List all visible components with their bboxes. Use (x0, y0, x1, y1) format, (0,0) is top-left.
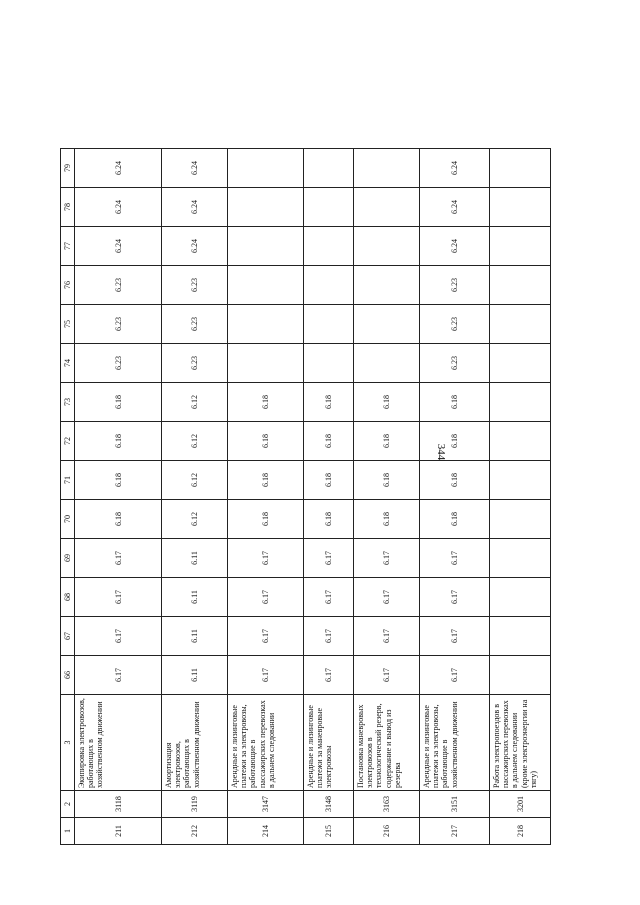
value-cell: 6.18 (228, 422, 304, 461)
value-cell: 6.18 (420, 461, 490, 500)
table-row (304, 149, 354, 845)
value-cell: 6.24 (420, 149, 490, 188)
description-cell: Арендные и лизинговые платежи за электровозы, работающие в пассажирских перевозках в дальнем следовании (228, 695, 304, 791)
table-row (228, 149, 304, 845)
value-cell: 6.18 (75, 383, 162, 422)
column-header: 1 (61, 818, 75, 845)
value-cell: 6.17 (420, 539, 490, 578)
value-cell: 6.12 (162, 500, 228, 539)
account-code-cell: 3151 (420, 791, 490, 818)
value-cell (354, 305, 420, 344)
value-cell: 6.12 (162, 461, 228, 500)
value-cell: 6.17 (228, 539, 304, 578)
value-cell: 6.18 (354, 461, 420, 500)
value-cell: 6.17 (75, 578, 162, 617)
value-cell: 6.17 (304, 578, 354, 617)
value-cell: 6.17 (420, 656, 490, 695)
value-cell (354, 266, 420, 305)
value-cell (304, 305, 354, 344)
value-cell: 6.18 (304, 383, 354, 422)
value-cell (228, 149, 304, 188)
column-header: 75 (61, 305, 75, 344)
value-cell (228, 227, 304, 266)
value-cell: 6.18 (420, 500, 490, 539)
value-cell: 6.17 (354, 539, 420, 578)
value-cell: 6.18 (354, 422, 420, 461)
description-cell: Работа электропоездов в пассажирских перевозках в дальнем следовании (кроме электроэнергии на тягу) (490, 695, 551, 791)
value-cell: 6.24 (162, 149, 228, 188)
description-cell: Амортизация электровозов, работающих в хозяйственном движении (162, 695, 228, 791)
value-cell (490, 383, 551, 422)
table-body (75, 149, 551, 845)
row-number-cell: 214 (228, 818, 304, 845)
table-row (162, 149, 228, 845)
value-cell (490, 617, 551, 656)
value-cell: 6.17 (420, 617, 490, 656)
value-cell: 6.18 (75, 422, 162, 461)
value-cell: 6.18 (228, 383, 304, 422)
column-header: 79 (61, 149, 75, 188)
value-cell: 6.23 (162, 266, 228, 305)
value-cell (354, 188, 420, 227)
column-header: 77 (61, 227, 75, 266)
value-cell: 6.17 (420, 578, 490, 617)
cost-table (60, 148, 551, 845)
value-cell (228, 344, 304, 383)
value-cell: 6.17 (304, 539, 354, 578)
value-cell: 6.11 (162, 539, 228, 578)
value-cell: 6.18 (354, 383, 420, 422)
value-cell: 6.24 (420, 227, 490, 266)
value-cell: 6.17 (228, 656, 304, 695)
value-cell: 6.17 (75, 617, 162, 656)
column-header: 70 (61, 500, 75, 539)
value-cell: 6.12 (162, 383, 228, 422)
value-cell: 6.11 (162, 617, 228, 656)
column-header: 72 (61, 422, 75, 461)
value-cell: 6.18 (228, 461, 304, 500)
value-cell: 6.17 (354, 578, 420, 617)
row-number-cell: 212 (162, 818, 228, 845)
column-header: 78 (61, 188, 75, 227)
value-cell: 6.24 (420, 188, 490, 227)
value-cell: 6.18 (420, 383, 490, 422)
description-cell: Постановка маневровых электровозов в технологический резерв, содержание и вывод из резерва (354, 695, 420, 791)
row-number-cell: 211 (75, 818, 162, 845)
column-header: 76 (61, 266, 75, 305)
value-cell (304, 149, 354, 188)
value-cell: 6.18 (304, 500, 354, 539)
value-cell (490, 422, 551, 461)
value-cell: 6.17 (75, 656, 162, 695)
value-cell: 6.24 (75, 188, 162, 227)
value-cell (304, 188, 354, 227)
value-cell (490, 344, 551, 383)
value-cell: 6.17 (304, 617, 354, 656)
value-cell (490, 227, 551, 266)
account-code-cell: 3147 (228, 791, 304, 818)
rotated-table-container (60, 161, 538, 845)
table-row (420, 149, 490, 845)
column-header: 69 (61, 539, 75, 578)
value-cell: 6.17 (75, 539, 162, 578)
value-cell (304, 266, 354, 305)
column-header: 74 (61, 344, 75, 383)
value-cell: 6.24 (162, 227, 228, 266)
value-cell: 6.23 (420, 305, 490, 344)
value-cell: 6.17 (304, 656, 354, 695)
value-cell: 6.17 (228, 578, 304, 617)
value-cell (490, 539, 551, 578)
table-row (354, 149, 420, 845)
column-header: 71 (61, 461, 75, 500)
value-cell: 6.18 (75, 500, 162, 539)
value-cell: 6.24 (162, 188, 228, 227)
value-cell: 6.18 (304, 461, 354, 500)
value-cell: 6.18 (420, 422, 490, 461)
value-cell (228, 305, 304, 344)
value-cell: 6.23 (75, 344, 162, 383)
column-header: 66 (61, 656, 75, 695)
value-cell: 6.23 (162, 305, 228, 344)
value-cell: 6.24 (75, 149, 162, 188)
value-cell (490, 266, 551, 305)
value-cell: 6.17 (354, 656, 420, 695)
account-code-cell: 3148 (304, 791, 354, 818)
row-number-cell: 216 (354, 818, 420, 845)
value-cell: 6.23 (162, 344, 228, 383)
account-code-cell: 3118 (75, 791, 162, 818)
account-code-cell: 3163 (354, 791, 420, 818)
value-cell (490, 188, 551, 227)
value-cell (490, 305, 551, 344)
value-cell (304, 344, 354, 383)
value-cell (490, 461, 551, 500)
value-cell: 6.23 (75, 266, 162, 305)
value-cell (490, 578, 551, 617)
value-cell: 6.18 (228, 500, 304, 539)
row-number-cell: 215 (304, 818, 354, 845)
value-cell (354, 344, 420, 383)
column-header: 3 (61, 695, 75, 791)
value-cell: 6.17 (228, 617, 304, 656)
description-cell: Арендные и лизинговые платежи за маневровые электровозы (304, 695, 354, 791)
page-number: 344 (435, 443, 447, 461)
value-cell (490, 149, 551, 188)
value-cell (354, 149, 420, 188)
value-cell: 6.23 (75, 305, 162, 344)
table-row (490, 149, 551, 845)
value-cell: 6.18 (354, 500, 420, 539)
value-cell: 6.23 (420, 344, 490, 383)
value-cell (490, 500, 551, 539)
row-number-cell: 218 (490, 818, 551, 845)
column-header: 67 (61, 617, 75, 656)
value-cell: 6.12 (162, 422, 228, 461)
value-cell (490, 656, 551, 695)
description-cell: Арендные и лизинговые платежи за электровозы, работающие в хозяйственном движении (420, 695, 490, 791)
value-cell: 6.11 (162, 578, 228, 617)
value-cell: 6.24 (75, 227, 162, 266)
value-cell: 6.23 (420, 266, 490, 305)
account-code-cell: 3201 (490, 791, 551, 818)
header-row (61, 149, 75, 845)
value-cell (228, 266, 304, 305)
table-row (75, 149, 162, 845)
value-cell: 6.17 (354, 617, 420, 656)
value-cell (304, 227, 354, 266)
column-header: 73 (61, 383, 75, 422)
value-cell (354, 227, 420, 266)
description-cell: Экипировка электровозов, работающих в хозяйственном движении (75, 695, 162, 791)
account-code-cell: 3119 (162, 791, 228, 818)
row-number-cell: 217 (420, 818, 490, 845)
value-cell: 6.11 (162, 656, 228, 695)
value-cell: 6.18 (75, 461, 162, 500)
column-header: 68 (61, 578, 75, 617)
value-cell: 6.18 (304, 422, 354, 461)
value-cell (228, 188, 304, 227)
column-header: 2 (61, 791, 75, 818)
